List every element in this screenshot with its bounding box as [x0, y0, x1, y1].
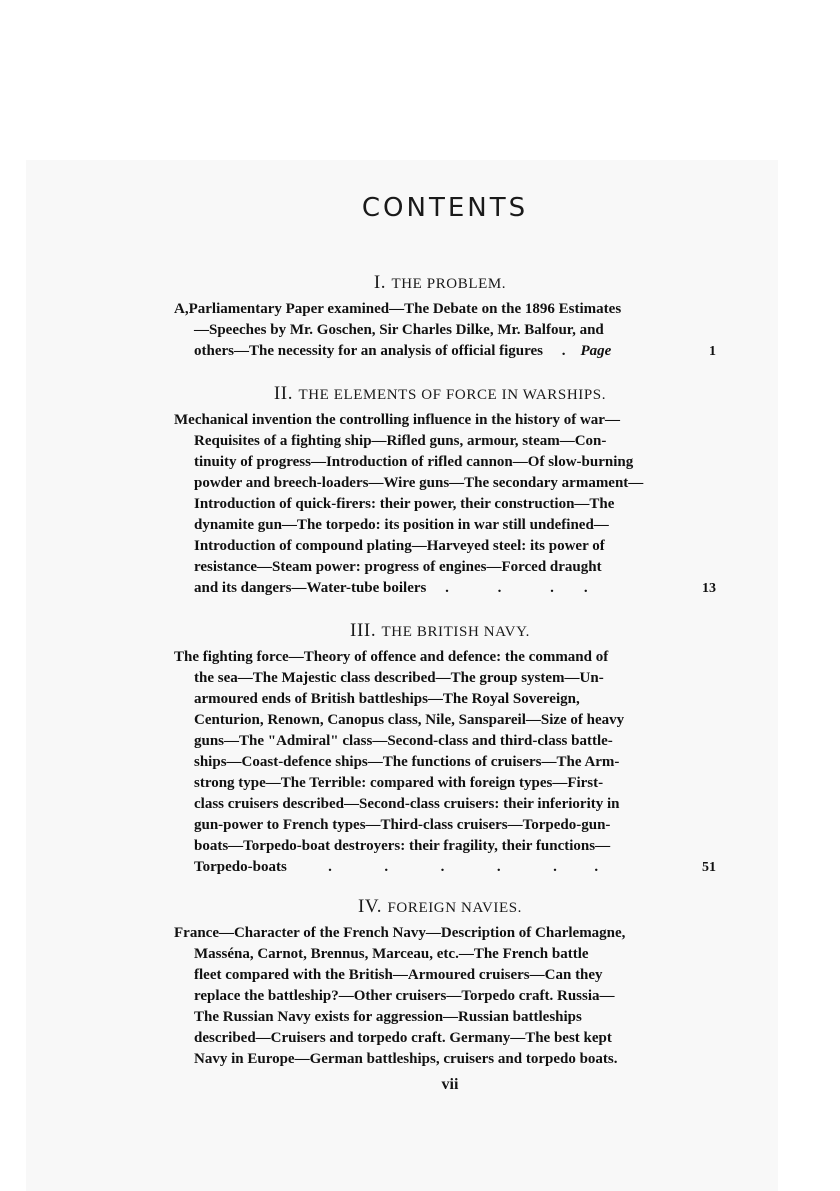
summary-line: strong type—The Terrible: compared with foreign types—First- — [194, 775, 604, 791]
summary-line: Masséna, Carnot, Brennus, Marceau, etc.—The French battle — [194, 946, 589, 962]
chapter-name: THE ELEMENTS OF FORCE IN WARSHIPS. — [298, 387, 607, 403]
chapter-title-4 — [170, 896, 710, 918]
summary-line: Torpedo-boats . . . . . . — [194, 859, 599, 875]
summary-line: Centurion, Renown, Canopus class, Nile, Sanspareil—Size of heavy — [194, 712, 625, 728]
summary-line: others—The necessity for an analysis of official figures . Page — [194, 343, 612, 359]
summary-line: ships—Coast-defence ships—The functions of cruisers—The Arm- — [194, 754, 620, 770]
summary-line: fleet compared with the British—Armoured cruisers—Can they — [194, 967, 603, 983]
summary-line: armoured ends of British battleships—The Royal Sovereign, — [194, 691, 580, 707]
chapter-summary-1 — [174, 299, 716, 362]
summary-line: described—Cruisers and torpedo craft. Germany—The best kept — [194, 1030, 612, 1046]
summary-line: France—Character of the French Navy—Description of Charlemagne, — [174, 925, 626, 941]
page-number: 51 — [702, 860, 716, 875]
summary-line: gun-power to French types—Third-class cruisers—Torpedo-gun- — [194, 817, 611, 833]
summary-line: A,Parliamentary Paper examined—The Debate on the 1896 Estimates — [174, 301, 622, 317]
chapter-name: THE BRITISH NAVY. — [381, 624, 530, 640]
chapter-numeral: III. — [350, 620, 377, 641]
summary-line: —Speeches by Mr. Goschen, Sir Charles Dilke, Mr. Balfour, and — [194, 322, 604, 338]
chapter-summary-4 — [174, 923, 690, 1070]
chapter-numeral: IV. — [357, 896, 383, 917]
contents-heading: CONTENTS — [361, 193, 529, 223]
chapter-title-3 — [170, 620, 710, 642]
summary-line: the sea—The Majestic class described—The group system—Un- — [194, 670, 604, 686]
summary-line: guns—The "Admiral" class—Second-class and third-class battle- — [194, 733, 613, 749]
chapter-summary-3 — [174, 647, 716, 878]
chapter-name: FOREIGN NAVIES. — [387, 900, 523, 916]
summary-line: and its dangers—Water-tube boilers . . . . — [194, 580, 588, 596]
summary-line: Mechanical invention the controlling influence in the history of war— — [174, 412, 620, 428]
chapter-numeral: II. — [273, 383, 294, 404]
page-number: 13 — [702, 581, 716, 596]
chapter-title-2 — [170, 383, 710, 405]
page-label: Page — [580, 343, 612, 359]
chapter-numeral: I. — [373, 272, 387, 293]
chapter-name: THE PROBLEM. — [391, 276, 507, 292]
summary-line: resistance—Steam power: progress of engines—Forced draught — [194, 559, 602, 575]
page-folio: vii — [441, 1076, 459, 1093]
summary-line: The fighting force—Theory of offence and defence: the command of — [174, 649, 609, 665]
summary-line: The Russian Navy exists for aggression—Russian battleships — [194, 1009, 582, 1025]
summary-line: replace the battleship?—Other cruisers—Torpedo craft. Russia— — [194, 988, 615, 1004]
summary-line: dynamite gun—The torpedo: its position in war still undefined— — [194, 517, 609, 533]
chapter-summary-2 — [174, 410, 716, 599]
summary-line: Requisites of a fighting ship—Rifled guns, armour, steam—Con- — [194, 433, 607, 449]
summary-line: boats—Torpedo-boat destroyers: their fragility, their functions— — [194, 838, 611, 854]
summary-line: class cruisers described—Second-class cruisers: their inferiority in — [194, 796, 620, 812]
summary-line: Navy in Europe—German battleships, cruisers and torpedo boats. — [194, 1051, 618, 1067]
page-number: 1 — [709, 344, 716, 359]
summary-line: powder and breech-loaders—Wire guns—The secondary armament— — [194, 475, 644, 491]
summary-line: Introduction of quick-firers: their power, their construction—The — [194, 496, 615, 512]
summary-line: Introduction of compound plating—Harveyed steel: its power of — [194, 538, 605, 554]
summary-line: tinuity of progress—Introduction of rifled cannon—Of slow-burning — [194, 454, 634, 470]
chapter-title-1 — [170, 272, 710, 294]
